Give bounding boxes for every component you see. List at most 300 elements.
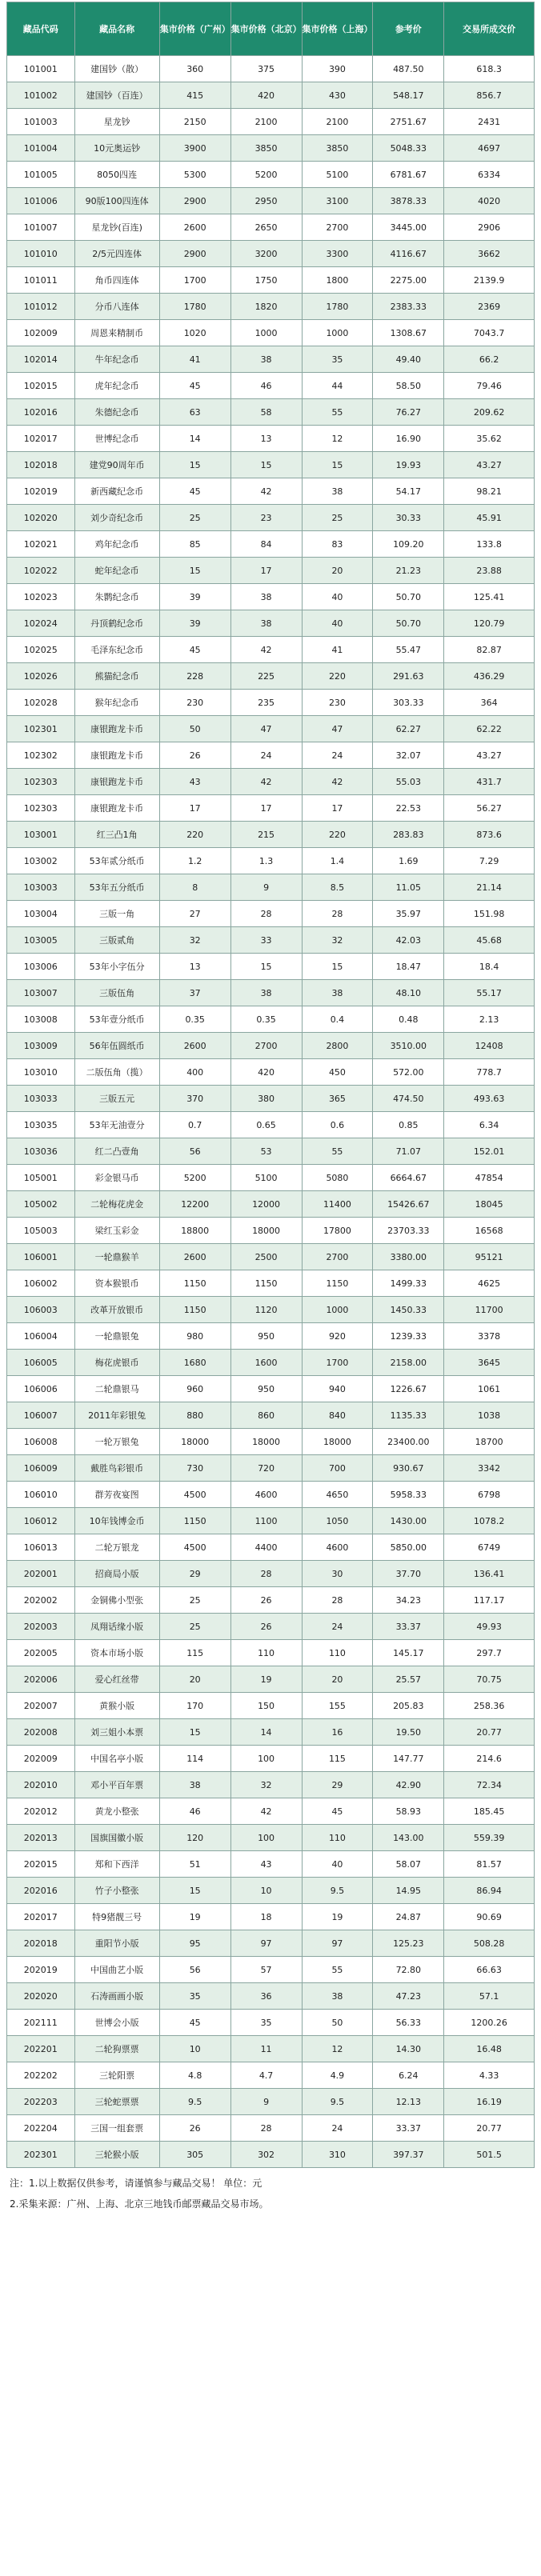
table-cell: 25 xyxy=(159,1587,230,1614)
table-cell: 980 xyxy=(159,1323,230,1350)
table-cell: 55.47 xyxy=(373,637,444,663)
table-cell: 3850 xyxy=(230,135,302,162)
table-cell: 12000 xyxy=(230,1191,302,1218)
table-cell: 三版五元 xyxy=(74,1086,159,1112)
table-cell: 建国钞（散） xyxy=(74,56,159,82)
table-cell: 6798 xyxy=(444,1482,535,1508)
table-cell: 13 xyxy=(230,426,302,452)
table-cell: 7.29 xyxy=(444,848,535,874)
table-cell: 202015 xyxy=(7,1851,75,1878)
table-row xyxy=(7,874,535,901)
table-cell: 朱德纪念币 xyxy=(74,399,159,426)
table-cell: 红三凸1角 xyxy=(74,822,159,848)
table-cell: 730 xyxy=(159,1455,230,1482)
table-row xyxy=(7,1086,535,1112)
table-cell: 365 xyxy=(302,1086,373,1112)
table-row xyxy=(7,1429,535,1455)
table-cell: 19.50 xyxy=(373,1719,444,1746)
table-cell: 一轮鼎银兔 xyxy=(74,1323,159,1350)
table-cell: 15 xyxy=(230,452,302,478)
table-cell: 6334 xyxy=(444,162,535,188)
table-cell: 110 xyxy=(302,1640,373,1666)
table-cell: 235 xyxy=(230,690,302,716)
table-cell: 2139.9 xyxy=(444,267,535,294)
table-cell: 鸡年纪念币 xyxy=(74,531,159,558)
table-cell: 431.7 xyxy=(444,769,535,795)
table-cell: 15 xyxy=(159,558,230,584)
table-cell: 43 xyxy=(159,769,230,795)
table-cell: 2/5元四连体 xyxy=(74,241,159,267)
table-cell: 19 xyxy=(230,1666,302,1693)
table-cell: 35 xyxy=(159,1983,230,2010)
table-cell: 28 xyxy=(302,901,373,927)
table-cell: 501.5 xyxy=(444,2142,535,2168)
table-cell: 102023 xyxy=(7,584,75,610)
table-cell: 蛇年纪念币 xyxy=(74,558,159,584)
table-row xyxy=(7,1350,535,1376)
table-row xyxy=(7,188,535,214)
table-cell: 1.2 xyxy=(159,848,230,874)
table-cell: 133.8 xyxy=(444,531,535,558)
table-cell: 147.77 xyxy=(373,1746,444,1772)
table-cell: 1.3 xyxy=(230,848,302,874)
table-cell: 430 xyxy=(302,82,373,109)
table-cell: 47 xyxy=(302,716,373,742)
table-cell: 38 xyxy=(302,1983,373,2010)
table-cell: 38 xyxy=(302,478,373,505)
table-row xyxy=(7,162,535,188)
table-cell: 9.5 xyxy=(302,1878,373,1904)
table-cell: 202003 xyxy=(7,1614,75,1640)
table-cell: 36 xyxy=(230,1983,302,2010)
table-cell: 12408 xyxy=(444,1033,535,1059)
table-cell: 283.83 xyxy=(373,822,444,848)
table-cell: 爱心红丝带 xyxy=(74,1666,159,1693)
table-row xyxy=(7,558,535,584)
table-cell: 改革开放银币 xyxy=(74,1297,159,1323)
table-cell: 4.7 xyxy=(230,2062,302,2089)
table-cell: 5200 xyxy=(230,162,302,188)
table-row xyxy=(7,1059,535,1086)
table-row xyxy=(7,1218,535,1244)
table-cell: 二轮鼎银马 xyxy=(74,1376,159,1402)
table-cell: 76.27 xyxy=(373,399,444,426)
table-cell: 牛年纪念币 xyxy=(74,346,159,373)
table-cell: 23400.00 xyxy=(373,1429,444,1455)
table-cell: 436.29 xyxy=(444,663,535,690)
table-row xyxy=(7,505,535,531)
table-row xyxy=(7,1930,535,1957)
table-cell: 3662 xyxy=(444,241,535,267)
table-cell: 291.63 xyxy=(373,663,444,690)
table-cell: 1780 xyxy=(159,294,230,320)
table-cell: 49.93 xyxy=(444,1614,535,1640)
table-cell: 分币八连体 xyxy=(74,294,159,320)
table-cell: 1050 xyxy=(302,1508,373,1534)
table-cell: 559.39 xyxy=(444,1825,535,1851)
table-cell: 7043.7 xyxy=(444,320,535,346)
table-cell: 3900 xyxy=(159,135,230,162)
table-cell: 1000 xyxy=(302,320,373,346)
table-cell: 三国一组套票 xyxy=(74,2115,159,2142)
table-cell: 53年贰分纸币 xyxy=(74,848,159,874)
table-row xyxy=(7,1297,535,1323)
table-cell: 4.9 xyxy=(302,2062,373,2089)
table-cell: 101005 xyxy=(7,162,75,188)
table-row xyxy=(7,2089,535,2115)
table-cell: 42.03 xyxy=(373,927,444,954)
table-cell: 石涛画画小版 xyxy=(74,1983,159,2010)
table-row xyxy=(7,1693,535,1719)
table-cell: 4116.67 xyxy=(373,241,444,267)
table-cell: 202013 xyxy=(7,1825,75,1851)
table-cell: 20.77 xyxy=(444,2115,535,2142)
table-cell: 155 xyxy=(302,1693,373,1719)
table-cell: 18000 xyxy=(302,1429,373,1455)
table-cell: 18 xyxy=(230,1904,302,1930)
table-cell: 15 xyxy=(159,1719,230,1746)
table-cell: 370 xyxy=(159,1086,230,1112)
table-cell: 106008 xyxy=(7,1429,75,1455)
table-cell: 840 xyxy=(302,1402,373,1429)
table-cell: 3378 xyxy=(444,1323,535,1350)
table-cell: 26 xyxy=(159,2115,230,2142)
table-cell: 303.33 xyxy=(373,690,444,716)
table-cell: 47.23 xyxy=(373,1983,444,2010)
table-cell: 2906 xyxy=(444,214,535,241)
table-row xyxy=(7,1534,535,1561)
table-cell: 380 xyxy=(230,1086,302,1112)
table-cell: 1150 xyxy=(159,1270,230,1297)
table-cell: 50.70 xyxy=(373,584,444,610)
table-cell: 32 xyxy=(302,927,373,954)
table-cell: 28 xyxy=(230,901,302,927)
table-cell: 2100 xyxy=(230,109,302,135)
table-cell: 15 xyxy=(159,452,230,478)
table-cell: 10元奥运钞 xyxy=(74,135,159,162)
table-cell: 71.07 xyxy=(373,1138,444,1165)
table-cell: 资本猴银币 xyxy=(74,1270,159,1297)
table-cell: 136.41 xyxy=(444,1561,535,1587)
table-cell: 17800 xyxy=(302,1218,373,1244)
table-cell: 1150 xyxy=(302,1270,373,1297)
table-cell: 13 xyxy=(159,954,230,980)
table-cell: 920 xyxy=(302,1323,373,1350)
table-cell: 1800 xyxy=(302,267,373,294)
table-cell: 1038 xyxy=(444,1402,535,1429)
table-row xyxy=(7,610,535,637)
table-cell: 2700 xyxy=(302,1244,373,1270)
table-cell: 390 xyxy=(302,56,373,82)
table-row xyxy=(7,135,535,162)
table-cell: 209.62 xyxy=(444,399,535,426)
table-cell: 420 xyxy=(230,1059,302,1086)
table-cell: 297.7 xyxy=(444,1640,535,1666)
table-cell: 152.01 xyxy=(444,1138,535,1165)
table-cell: 1020 xyxy=(159,320,230,346)
table-cell: 39 xyxy=(159,584,230,610)
table-cell: 21.23 xyxy=(373,558,444,584)
table-row xyxy=(7,531,535,558)
table-row xyxy=(7,1112,535,1138)
table-cell: 102017 xyxy=(7,426,75,452)
column-header: 集市价格（北京） xyxy=(230,2,302,56)
table-row xyxy=(7,1165,535,1191)
table-cell: 2100 xyxy=(302,109,373,135)
table-cell: 102024 xyxy=(7,610,75,637)
table-cell: 19 xyxy=(159,1904,230,1930)
table-cell: 5100 xyxy=(230,1165,302,1191)
table-cell: 2500 xyxy=(230,1244,302,1270)
table-cell: 185.45 xyxy=(444,1798,535,1825)
table-cell: 42 xyxy=(230,1798,302,1825)
table-cell: 220 xyxy=(302,663,373,690)
table-cell: 103003 xyxy=(7,874,75,901)
table-cell: 228 xyxy=(159,663,230,690)
table-cell: 415 xyxy=(159,82,230,109)
table-cell: 548.17 xyxy=(373,82,444,109)
table-cell: 50.70 xyxy=(373,610,444,637)
table-cell: 930.67 xyxy=(373,1455,444,1482)
table-cell: 16568 xyxy=(444,1218,535,1244)
table-cell: 1430.00 xyxy=(373,1508,444,1534)
table-cell: 5080 xyxy=(302,1165,373,1191)
table-row xyxy=(7,980,535,1006)
table-cell: 102020 xyxy=(7,505,75,531)
table-cell: 106012 xyxy=(7,1508,75,1534)
table-cell: 97 xyxy=(230,1930,302,1957)
table-cell: 72.34 xyxy=(444,1772,535,1798)
table-cell: 6781.67 xyxy=(373,162,444,188)
table-row xyxy=(7,1587,535,1614)
table-cell: 202201 xyxy=(7,2036,75,2062)
table-row xyxy=(7,584,535,610)
table-cell: 102019 xyxy=(7,478,75,505)
table-cell: 375 xyxy=(230,56,302,82)
table-row xyxy=(7,1798,535,1825)
table-cell: 62.22 xyxy=(444,716,535,742)
table-cell: 8 xyxy=(159,874,230,901)
table-cell: 106009 xyxy=(7,1455,75,1482)
table-cell: 117.17 xyxy=(444,1587,535,1614)
table-cell: 84 xyxy=(230,531,302,558)
table-cell: 66.2 xyxy=(444,346,535,373)
table-cell: 0.35 xyxy=(230,1006,302,1033)
table-cell: 14 xyxy=(159,426,230,452)
table-cell: 55 xyxy=(302,1138,373,1165)
table-cell: 115 xyxy=(159,1640,230,1666)
table-cell: 55 xyxy=(302,399,373,426)
table-cell: 2.13 xyxy=(444,1006,535,1033)
table-cell: 46 xyxy=(230,373,302,399)
table-row xyxy=(7,1323,535,1350)
table-cell: 106002 xyxy=(7,1270,75,1297)
table-row xyxy=(7,637,535,663)
table-cell: 18700 xyxy=(444,1429,535,1455)
table-cell: 102028 xyxy=(7,690,75,716)
table-cell: 106010 xyxy=(7,1482,75,1508)
table-cell: 11400 xyxy=(302,1191,373,1218)
column-header: 藏品代码 xyxy=(7,2,75,56)
table-row xyxy=(7,1878,535,1904)
table-cell: 35 xyxy=(302,346,373,373)
table-cell: 世博纪念币 xyxy=(74,426,159,452)
table-cell: 103009 xyxy=(7,1033,75,1059)
table-cell: 45.68 xyxy=(444,927,535,954)
table-cell: 虎年纪念币 xyxy=(74,373,159,399)
table-cell: 56 xyxy=(159,1957,230,1983)
table-cell: 戴胜鸟彩银币 xyxy=(74,1455,159,1482)
table-cell: 54.17 xyxy=(373,478,444,505)
table-cell: 4650 xyxy=(302,1482,373,1508)
table-row xyxy=(7,241,535,267)
table-row xyxy=(7,1957,535,1983)
table-cell: 三轮蛇票票 xyxy=(74,2089,159,2115)
table-cell: 41 xyxy=(159,346,230,373)
table-cell: 56.33 xyxy=(373,2010,444,2036)
table-row xyxy=(7,901,535,927)
table-cell: 202012 xyxy=(7,1798,75,1825)
table-cell: 40 xyxy=(302,584,373,610)
table-row xyxy=(7,2036,535,2062)
table-cell: 880 xyxy=(159,1402,230,1429)
table-row xyxy=(7,822,535,848)
table-cell: 79.46 xyxy=(444,373,535,399)
table-cell: 14 xyxy=(230,1719,302,1746)
table-cell: 1308.67 xyxy=(373,320,444,346)
table-cell: 4697 xyxy=(444,135,535,162)
table-cell: 56 xyxy=(159,1138,230,1165)
table-row xyxy=(7,2010,535,2036)
table-cell: 103007 xyxy=(7,980,75,1006)
table-cell: 1061 xyxy=(444,1376,535,1402)
table-cell: 106013 xyxy=(7,1534,75,1561)
table-cell: 10年钱博金币 xyxy=(74,1508,159,1534)
table-cell: 17 xyxy=(230,795,302,822)
table-cell: 474.50 xyxy=(373,1086,444,1112)
table-cell: 金铜佛小型张 xyxy=(74,1587,159,1614)
table-cell: 三版贰角 xyxy=(74,927,159,954)
table-cell: 18.47 xyxy=(373,954,444,980)
table-cell: 860 xyxy=(230,1402,302,1429)
table-cell: 1000 xyxy=(230,320,302,346)
table-cell: 106006 xyxy=(7,1376,75,1402)
table-cell: 100 xyxy=(230,1825,302,1851)
table-cell: 106007 xyxy=(7,1402,75,1429)
table-cell: 38 xyxy=(230,346,302,373)
table-cell: 5958.33 xyxy=(373,1482,444,1508)
table-cell: 101011 xyxy=(7,267,75,294)
table-cell: 12.13 xyxy=(373,2089,444,2115)
table-cell: 2600 xyxy=(159,214,230,241)
table-cell: 151.98 xyxy=(444,901,535,927)
table-cell: 86.94 xyxy=(444,1878,535,1904)
table-cell: 建国钞（百连） xyxy=(74,82,159,109)
table-cell: 中国曲艺小版 xyxy=(74,1957,159,1983)
table-cell: 202009 xyxy=(7,1746,75,1772)
table-cell: 106005 xyxy=(7,1350,75,1376)
table-cell: 18800 xyxy=(159,1218,230,1244)
table-cell: 2600 xyxy=(159,1033,230,1059)
table-cell: 40 xyxy=(302,610,373,637)
table-row xyxy=(7,954,535,980)
table-cell: 90版100四连体 xyxy=(74,188,159,214)
table-cell: 102018 xyxy=(7,452,75,478)
table-cell: 新西藏纪念币 xyxy=(74,478,159,505)
table-cell: 3645 xyxy=(444,1350,535,1376)
table-cell: 0.35 xyxy=(159,1006,230,1033)
table-cell: 25 xyxy=(159,505,230,531)
table-row xyxy=(7,1455,535,1482)
table-row xyxy=(7,294,535,320)
table-cell: 53年小字伍分 xyxy=(74,954,159,980)
table-cell: 102015 xyxy=(7,373,75,399)
table-cell: 202016 xyxy=(7,1878,75,1904)
table-cell: 刘少奇纪念币 xyxy=(74,505,159,531)
table-cell: 1150 xyxy=(230,1270,302,1297)
table-cell: 98.21 xyxy=(444,478,535,505)
table-cell: 4.33 xyxy=(444,2062,535,2089)
table-cell: 202007 xyxy=(7,1693,75,1719)
table-cell: 202010 xyxy=(7,1772,75,1798)
table-cell: 4600 xyxy=(302,1534,373,1561)
table-cell: 2275.00 xyxy=(373,267,444,294)
table-cell: 2700 xyxy=(302,214,373,241)
table-cell: 24 xyxy=(302,2115,373,2142)
table-cell: 14.95 xyxy=(373,1878,444,1904)
table-cell: 康银跑龙卡币 xyxy=(74,769,159,795)
table-cell: 202301 xyxy=(7,2142,75,2168)
table-cell: 6.24 xyxy=(373,2062,444,2089)
table-cell: 39 xyxy=(159,610,230,637)
table-cell: 70.75 xyxy=(444,1666,535,1693)
table-cell: 熊猫纪念币 xyxy=(74,663,159,690)
table-cell: 1780 xyxy=(302,294,373,320)
table-cell: 45 xyxy=(302,1798,373,1825)
table-row xyxy=(7,716,535,742)
table-cell: 38 xyxy=(302,980,373,1006)
table-cell: 42 xyxy=(302,769,373,795)
table-row xyxy=(7,346,535,373)
table-row xyxy=(7,1138,535,1165)
table-cell: 38 xyxy=(230,980,302,1006)
table-cell: 72.80 xyxy=(373,1957,444,1983)
table-cell: 1135.33 xyxy=(373,1402,444,1429)
table-cell: 1750 xyxy=(230,267,302,294)
table-cell: 220 xyxy=(159,822,230,848)
table-cell: 15 xyxy=(159,1878,230,1904)
table-cell: 63 xyxy=(159,399,230,426)
table-cell: 猴年纪念币 xyxy=(74,690,159,716)
table-cell: 102026 xyxy=(7,663,75,690)
table-cell: 1200.26 xyxy=(444,2010,535,2036)
table-cell: 5100 xyxy=(302,162,373,188)
table-cell: 星龙钞 xyxy=(74,109,159,135)
table-cell: 101004 xyxy=(7,135,75,162)
table-cell: 16.90 xyxy=(373,426,444,452)
table-cell: 18000 xyxy=(230,1429,302,1455)
table-cell: 特9猪靓三号 xyxy=(74,1904,159,1930)
table-cell: 17 xyxy=(159,795,230,822)
footnotes xyxy=(6,2173,535,2214)
table-cell: 竹子小整张 xyxy=(74,1878,159,1904)
table-cell: 950 xyxy=(230,1323,302,1350)
table-cell: 18.4 xyxy=(444,954,535,980)
table-cell: 24 xyxy=(302,742,373,769)
table-cell: 170 xyxy=(159,1693,230,1719)
table-cell: 62.27 xyxy=(373,716,444,742)
table-cell: 9 xyxy=(230,2089,302,2115)
